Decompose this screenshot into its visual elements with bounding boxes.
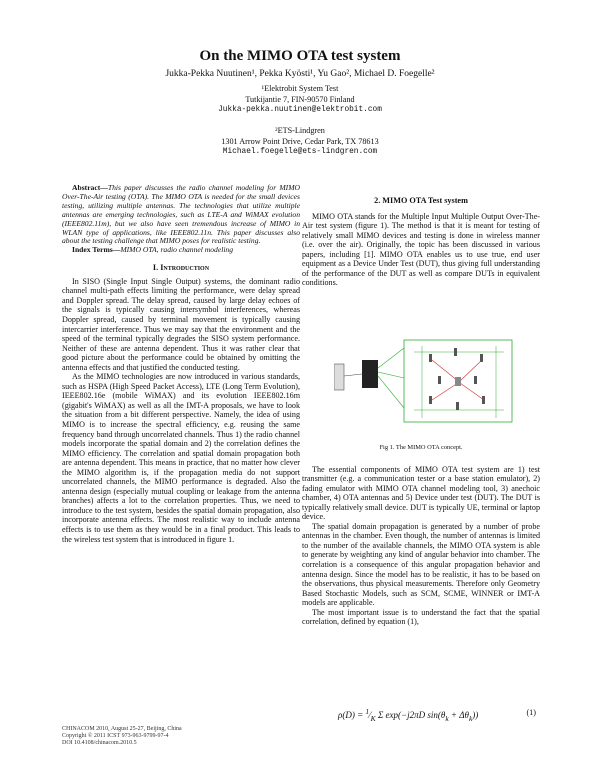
aff2-email: Michael.foegelle@ets-lindgren.com xyxy=(222,148,378,156)
sec1-paragraph-1: In SISO (Single Input Single Output) systems, the dominant radio channel multi-path effects limiting the performance, were delay spread and Doppler spread. The delay spread, caused by large delay echoes of the signals is typically causing intersymbol interferences, whereas Doppler spread, caused by terminal movement is typically causing intercarrier interference. Thus we may say that the environment and the speed of the terminal typically degrades the SISO system performance. Neither of these are antenna dependent. Thus it was rather clear that good picture about the performance could be obtained by omitting the antenna effects and that justified the conducted testing. xyxy=(62,276,300,372)
abstract-text: This paper discusses the radio channel modeling for MIMO Over-The-Air testing (OTA). The MIMO OTA is needed for the small devices testing, utilizing multiple antennas. The technologies that utilize multiple antennas are emerging technologies, such as LTE-A and WiMAX evolution (IEEE802.11m), but we also have seen tremendous increase of MIMO in WLAN type of applications, like IEEE802.11n. This paper discusses also about the testing challenge that MIMO poses for realistic testing. xyxy=(62,183,300,246)
footer-line-1: CHINACOM 2010, August 25-27, Beijing, China xyxy=(62,726,182,732)
cable xyxy=(344,374,362,376)
affiliation-1 xyxy=(0,84,600,116)
index-text: MIMO OTA, radio channel modeling xyxy=(120,245,234,255)
left-column xyxy=(62,184,300,544)
aff2-name: ²ETS-Lindgren xyxy=(275,126,325,135)
section-1-heading: I. Introduction xyxy=(152,263,210,273)
equation-1 xyxy=(302,703,540,725)
abstract xyxy=(62,184,300,246)
footer-line-3: DOI 10.4108/chinacom.2010.5 xyxy=(62,740,137,746)
section-2-heading: 2. MIMO OTA Test system xyxy=(374,196,468,205)
footer xyxy=(62,726,182,747)
paper-title: On the MIMO OTA test system xyxy=(199,48,401,64)
sec2-paragraph-1: MIMO OTA stands for the Multiple Input Multiple Output Over-The-Air test system (figure 1). The method is that it is meant for testing of relatively small MIMO devices and testing is done in wireless manner (i.e. over the air). Originally, the topic has been discussed in various papers, including [1]. MIMO OTA enables us to use true, end user equipment as a Device Under Test (DUT), thus giving full understanding of the performance of the DUT as well as compare DUTs in equivalent conditions. xyxy=(302,211,540,288)
aff1-email: Jukka-pekka.nuutinen@elektrobit.com xyxy=(218,106,382,114)
index-label: Index Terms— xyxy=(72,245,121,255)
aff2-address: 1301 Arrow Point Drive, Cedar Park, TX 78613 xyxy=(221,136,379,146)
fading-emulator xyxy=(362,360,378,388)
figure-caption: Fig 1. The MIMO OTA concept. xyxy=(379,444,463,451)
right-column-top xyxy=(302,196,540,288)
index-terms xyxy=(62,246,300,255)
authors: Jukka-Pekka Nuutinen¹, Pekka Kyösti¹, Yu Gao², Michael D. Foegelle² xyxy=(165,69,435,79)
aff1-name: ¹Elektrobit System Test xyxy=(261,84,339,93)
aff1-address: Tutkijantie 7, FIN-90570 Finland xyxy=(245,94,355,104)
footer-line-2: Copyright © 2011 ICST 973-963-9799-97-4 xyxy=(62,733,169,739)
right-column-bottom xyxy=(302,443,540,627)
sec2-paragraph-2: The essential components of MIMO OTA test system are 1) test transmitter (e.g. a communication tester or a base station emulator), 2) fading emulator with MIMO OTA channel modeling tool, 3) anechoic chamber, 4) OTA antennas and 5) Device under test (DUT). The DUT is typically relatively small device. DUT is typically UE, terminal or laptop device. xyxy=(302,464,540,522)
test-transmitter xyxy=(334,364,344,390)
sec2-paragraph-4: The most important issue is to understand the fact that the spatial correlation, defined by equation (1), xyxy=(302,607,540,627)
dut xyxy=(455,377,461,386)
sec2-paragraph-3: The spatial domain propagation is generated by a number of probe antennas in the chamber. Even though, the number of antennas is limited to the number of the available channels, the MIMO OTA system is able to generate by weighting any kind of angular behavior into chamber. The correlation is a consequence of this angular propagation behavior and antenna design. Since the model has to be realistic, it has to be based on the observations, thus physical measurements. Therefore only Geometry Based Stochastic Models, such as SCM, SCME, WINNER or IMT-A models are applicable. xyxy=(302,521,540,608)
affiliation-2 xyxy=(0,126,600,158)
mimo-ota-figure xyxy=(334,338,516,424)
equation-body: $\rho(D) = ^1⁄_K$ Σ exp(−j2πD $\sin(\theta_k + \Delta\theta_k)$) xyxy=(338,707,479,723)
equation-number: (1) xyxy=(526,708,536,717)
sec1-paragraph-2: As the MIMO technologies are now introduced in various standards, such as HSPA (High Speed Packet Access), LTE (Long Term Evolution), IEEE802.16e (mobile WiMAX) and its evolution IEEE802.16m (gigabit's WiMAX) as well as all the IMT-A proposals, we have to look the situation from a bit different perspective. Namely, the idea of using MIMO is to increase the spectral efficiency, e.g. reusing the same frequency band through uncorrelated channels. Thus 1) the radio channel models incorporate the spatial domain and 2) the correlation defines the MIMO efficiency. The correlation and spatial domain propagation both are antenna dependent. This means in practice, that no matter how clever the MIMO algorithm is, if the propagation media do not support uncorrelated channels, the MIMO performance is degraded. Also the antenna design (especially mutual coupling or leakage from the antenna branches) affects a lot to the correlation properties. Thus, we need to introduce to the test system, besides the spatial domain propagation, also incorporate antenna effects. The most realistic way to include antenna effects is to use them as they would be in a final product. This leads to the wireless test system that is introduced in figure 1. xyxy=(62,372,300,544)
abstract-label: Abstract— xyxy=(72,183,108,192)
